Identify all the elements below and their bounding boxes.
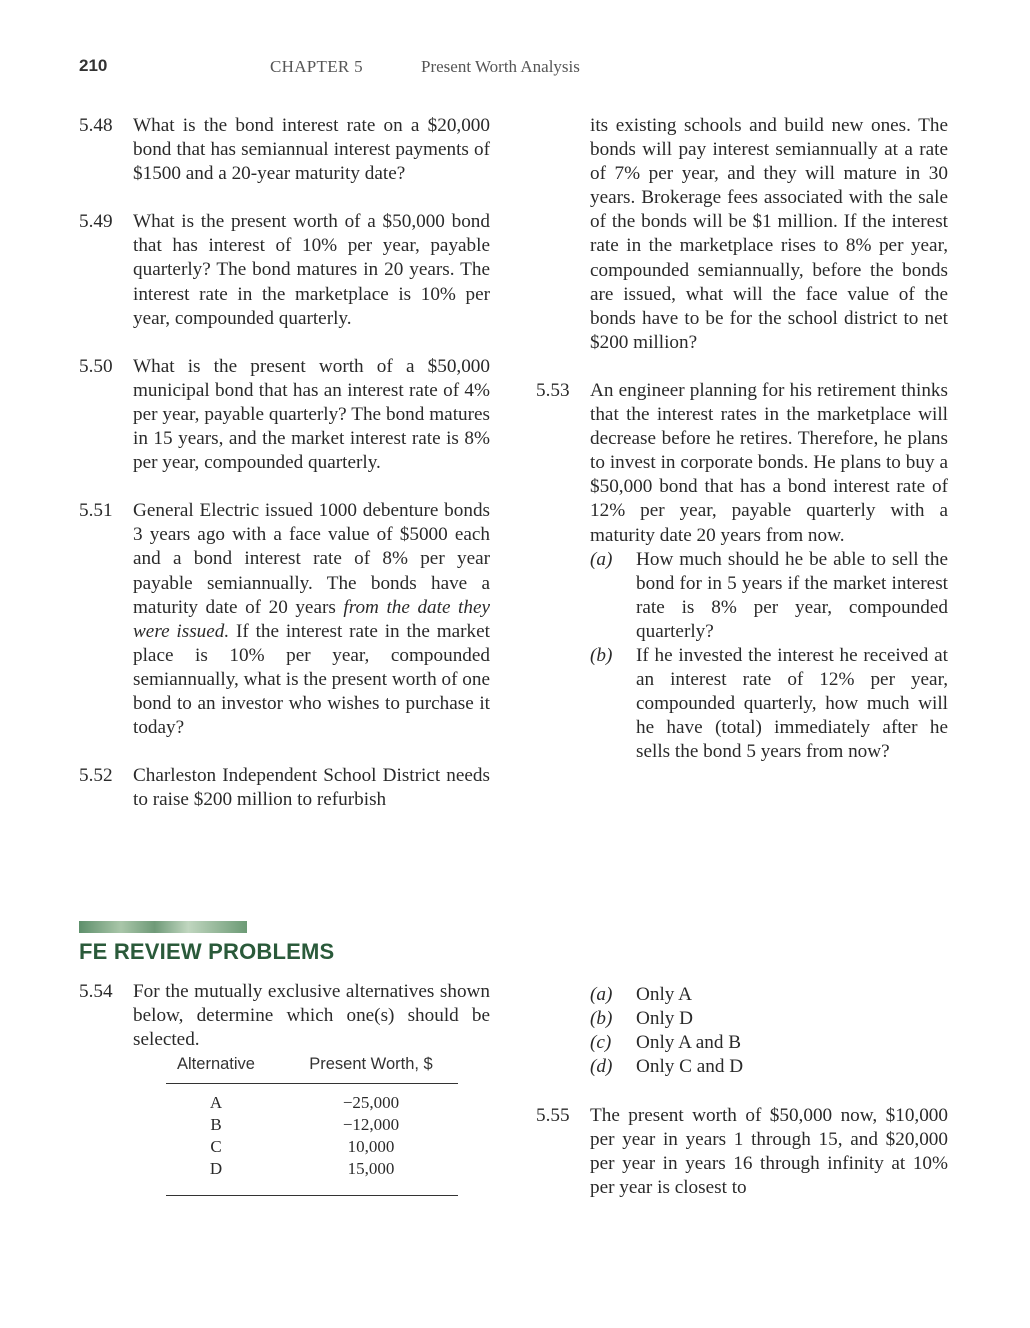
sub-part-text: How much should he be able to sell the bond for in 5 years if the market interest rate is 8% per year, compounded quarterly? — [636, 548, 948, 642]
problem-text — [133, 499, 490, 740]
table-cell: 15,000 — [347, 1159, 395, 1178]
column-header-alternative: Alternative — [177, 1055, 255, 1073]
problem-text: An engineer planning for his retirement thinks that the interest rates in the marketplace will decrease before he retires. Therefore, he plans to invest in corporate bonds. He plans to buy a $50,000 bond that has a bond interest rate of 12% per year, payable quarterly with a maturity date 20 years from now. — [590, 379, 948, 546]
sub-part-label: (a) — [590, 548, 613, 570]
table-cell: D — [209, 1159, 223, 1178]
option-d — [590, 1055, 948, 1079]
table-cell: B — [210, 1115, 222, 1134]
problem-text: The present worth of $50,000 now, $10,000 per year in years 1 through 15, and $20,000 per year in years 16 through infinity at 10% per year is closest to — [590, 1105, 948, 1199]
sub-part-a — [590, 548, 948, 644]
problem-number: 5.55 — [536, 1105, 570, 1126]
right-column — [536, 114, 948, 788]
alternatives-table — [166, 1055, 458, 1178]
problem-number: 5.54 — [79, 981, 113, 1002]
problem-number: 5.49 — [79, 211, 113, 233]
left-column — [79, 114, 490, 836]
table-cell: −25,000 — [342, 1093, 400, 1112]
sub-part-text: If he invested the interest he received at an interest rate of 12% per year, compounded quarterly, how much will he have (total) immediately after he sells the bond 5 years from now? — [636, 644, 948, 763]
answer-options — [590, 983, 948, 1079]
problem-text: Charleston Independent School District needs to raise $200 million to refurbish — [133, 765, 490, 811]
problem-text-part-1: General Electric issued 1000 debenture bonds 3 years ago with a face value of $5000 each and a bond interest rate of 8% per year payable semiannually. The bonds have a maturity date of 20 years — [133, 500, 490, 618]
table-cell: A — [209, 1093, 223, 1112]
problem-number: 5.53 — [536, 379, 570, 401]
table-rule-top — [166, 1083, 458, 1084]
table-row — [166, 1092, 458, 1114]
table-rule-bottom — [166, 1195, 458, 1196]
table-header — [166, 1055, 458, 1081]
running-header — [0, 56, 1030, 80]
table-cell: 10,000 — [347, 1137, 395, 1156]
problem-number: 5.52 — [79, 765, 113, 787]
column-header-present-worth: Present Worth, $ — [309, 1055, 433, 1073]
problem-text: For the mutually exclusive alternatives shown below, determine which one(s) should be selected. — [133, 981, 490, 1051]
problem-5-55 — [536, 1104, 948, 1200]
option-label: (c) — [590, 1032, 612, 1054]
option-b — [590, 1007, 948, 1031]
option-text: Only C and D — [636, 1056, 744, 1078]
option-c — [590, 1031, 948, 1055]
problem-5-50 — [79, 355, 490, 475]
option-label: (a) — [590, 984, 613, 1005]
table-cell: C — [210, 1137, 222, 1156]
sub-part-label: (b) — [590, 644, 613, 666]
problem-text-part-2: If the interest rate in the market place is 10% per year, compounded semiannually, what is the present worth of one bond to an investor who wishes to purchase it today? — [133, 620, 490, 739]
table-cell: −12,000 — [342, 1115, 400, 1134]
table-row — [166, 1136, 458, 1158]
chapter-label: CHAPTER 5 — [270, 57, 363, 76]
problem-text: What is the present worth of a $50,000 bond that has interest of 10% per year, payable quarterly? The bond matures in 20 years. The interest rate in the marketplace is 10% per year, compounded quarterly. — [133, 211, 490, 329]
table-row — [166, 1114, 458, 1136]
table-row — [166, 1158, 458, 1180]
option-text: Only A — [636, 984, 692, 1005]
chapter-title: Present Worth Analysis — [421, 57, 580, 76]
option-text: Only A and B — [636, 1032, 742, 1054]
option-a — [590, 983, 948, 1007]
problem-text: What is the present worth of a $50,000 municipal bond that has an interest rate of 4% per year, payable quarterly? The bond matures in 15 years, and the market interest rate is 8% per year, compounded quarterly. — [133, 355, 490, 474]
problem-text-italic: from the date they were issued. — [133, 596, 490, 642]
problem-5-54 — [79, 980, 490, 1052]
table-body — [166, 1092, 458, 1180]
section-decorative-bar — [79, 921, 247, 933]
problem-5-51 — [79, 499, 490, 740]
problem-5-52 — [79, 764, 490, 812]
section-title: FE REVIEW PROBLEMS — [79, 939, 335, 964]
problem-5-49 — [79, 210, 490, 330]
option-label: (b) — [590, 1008, 613, 1030]
page-number: 210 — [79, 56, 108, 75]
sub-part-b — [590, 644, 948, 764]
problem-5-48 — [79, 114, 490, 186]
problem-5-53 — [536, 379, 948, 765]
option-text: Only D — [636, 1008, 694, 1030]
option-label: (d) — [590, 1056, 613, 1078]
problem-text: What is the bond interest rate on a $20,000 bond that has semiannual interest payments of $1500 and a 20-year maturity date? — [133, 115, 490, 185]
problem-number: 5.51 — [79, 500, 113, 522]
problem-5-52-continued: its existing schools and build new ones. The bonds will pay interest semiannually at a rate of 7% per year, and they will mature in 30 years. Brokerage fees associated with the sale of the bonds will be $1 million. If the interest rate in the marketplace rises to 8% per year, compounded semiannually, before the bonds are issued, what will the face value of the bonds have to be for the school district to net $200 million? — [590, 115, 948, 353]
problem-number: 5.50 — [79, 355, 113, 377]
problem-number: 5.48 — [79, 115, 113, 136]
